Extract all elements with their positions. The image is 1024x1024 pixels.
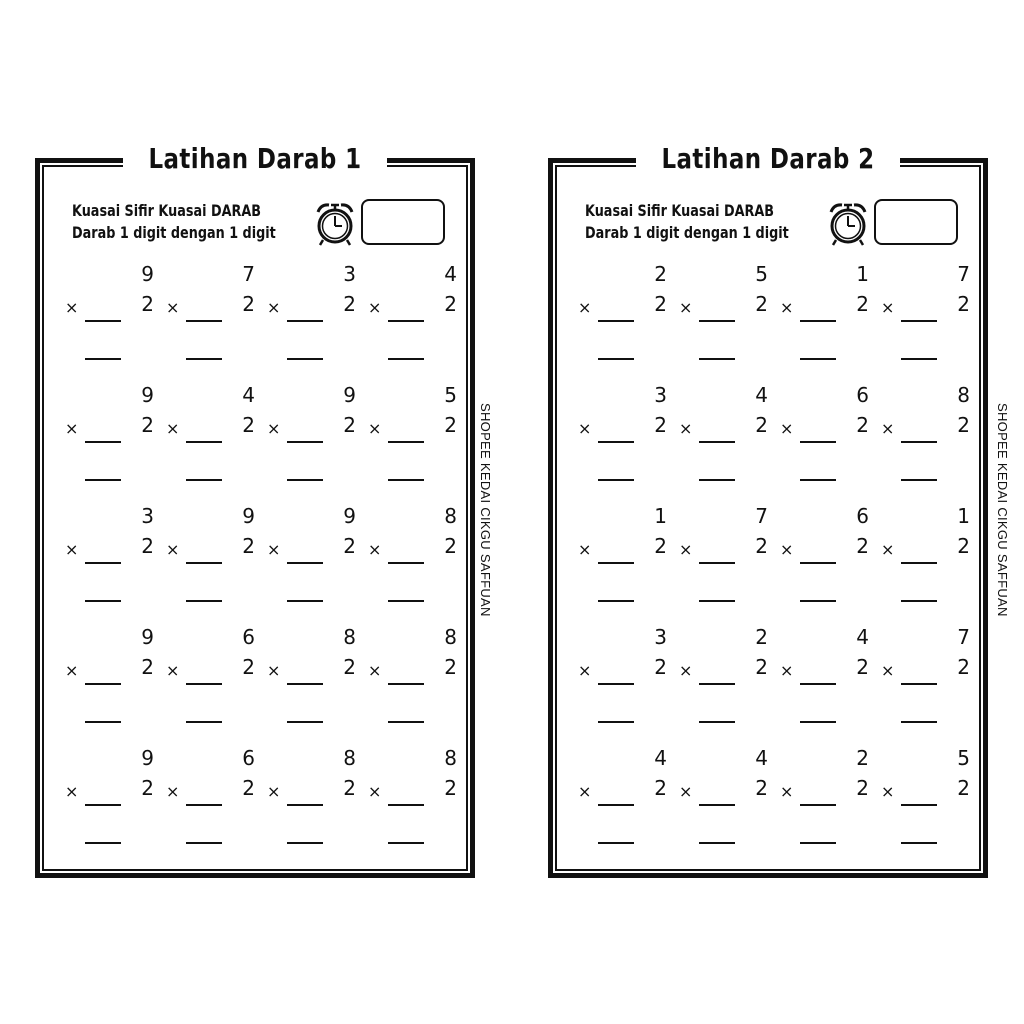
times-sign: ×: [881, 782, 895, 801]
times-sign: ×: [166, 540, 180, 559]
multiplier: 2: [957, 413, 970, 437]
operation-line: [388, 804, 424, 806]
operation-line: [901, 804, 937, 806]
multiplicand: 3: [654, 625, 667, 649]
multiplicand: 4: [856, 625, 869, 649]
times-sign: ×: [267, 782, 281, 801]
multiplier: 2: [755, 413, 768, 437]
answer-line[interactable]: [699, 358, 735, 360]
times-sign: ×: [578, 540, 592, 559]
multiplier: 2: [444, 655, 457, 679]
answer-line[interactable]: [388, 358, 424, 360]
operation-line: [85, 562, 121, 564]
multiplicand: 7: [957, 262, 970, 286]
multiplicand: 9: [242, 504, 255, 528]
times-sign: ×: [679, 419, 693, 438]
multiplicand: 1: [856, 262, 869, 286]
answer-line[interactable]: [85, 842, 121, 844]
multiplicand: 1: [957, 504, 970, 528]
multiplier: 2: [957, 655, 970, 679]
multiplier: 2: [141, 413, 154, 437]
multiplier: 2: [856, 776, 869, 800]
problem: [871, 504, 971, 604]
multiplier: 2: [444, 776, 457, 800]
problem: [669, 746, 769, 846]
problem: [55, 746, 155, 846]
multiplier: 2: [444, 534, 457, 558]
problem: [156, 625, 256, 725]
answer-line[interactable]: [388, 842, 424, 844]
problem: [358, 504, 458, 604]
multiplier: 2: [755, 655, 768, 679]
times-sign: ×: [166, 419, 180, 438]
multiplier: 2: [755, 534, 768, 558]
problem: [156, 383, 256, 483]
answer-line[interactable]: [699, 842, 735, 844]
answer-line[interactable]: [699, 600, 735, 602]
alarm-clock-icon: [824, 198, 872, 248]
problem: [669, 262, 769, 362]
multiplicand: 9: [141, 625, 154, 649]
problem: [568, 504, 668, 604]
multiplicand: 8: [444, 625, 457, 649]
times-sign: ×: [368, 661, 382, 680]
answer-line[interactable]: [699, 479, 735, 481]
problem: [55, 625, 155, 725]
multiplicand: 1: [654, 504, 667, 528]
answer-line[interactable]: [287, 842, 323, 844]
problem: [568, 383, 668, 483]
multiplier: 2: [856, 655, 869, 679]
multiplier: 2: [343, 413, 356, 437]
problem: [871, 262, 971, 362]
multiplicand: 9: [343, 383, 356, 407]
multiplicand: 2: [755, 625, 768, 649]
problem: [55, 262, 155, 362]
times-sign: ×: [267, 419, 281, 438]
problem: [55, 383, 155, 483]
times-sign: ×: [65, 782, 79, 801]
multiplicand: 6: [242, 625, 255, 649]
problem: [55, 504, 155, 604]
multiplier: 2: [444, 413, 457, 437]
multiplicand: 2: [654, 262, 667, 286]
multiplicand: 8: [444, 504, 457, 528]
multiplicand: 3: [654, 383, 667, 407]
multiplicand: 5: [957, 746, 970, 770]
multiplicand: 7: [242, 262, 255, 286]
answer-line[interactable]: [598, 600, 634, 602]
times-sign: ×: [780, 661, 794, 680]
answer-line[interactable]: [598, 721, 634, 723]
multiplicand: 6: [856, 504, 869, 528]
operation-line: [699, 562, 735, 564]
multiplicand: 5: [755, 262, 768, 286]
subtitle: [72, 200, 276, 244]
operation-line: [287, 683, 323, 685]
problem: [568, 625, 668, 725]
multiplier: 2: [242, 534, 255, 558]
problem: [770, 625, 870, 725]
problem: [770, 504, 870, 604]
operation-line: [388, 683, 424, 685]
multiplier: 2: [141, 655, 154, 679]
times-sign: ×: [679, 782, 693, 801]
operation-line: [598, 683, 634, 685]
operation-line: [800, 562, 836, 564]
problem: [257, 746, 357, 846]
answer-line[interactable]: [901, 721, 937, 723]
multiplicand: 4: [755, 383, 768, 407]
problem: [871, 625, 971, 725]
answer-line[interactable]: [388, 600, 424, 602]
times-sign: ×: [65, 540, 79, 559]
answer-line[interactable]: [901, 600, 937, 602]
answer-line[interactable]: [901, 358, 937, 360]
times-sign: ×: [267, 540, 281, 559]
operation-line: [388, 562, 424, 564]
answer-line[interactable]: [186, 479, 222, 481]
subtitle: [585, 200, 789, 244]
answer-line[interactable]: [85, 600, 121, 602]
times-sign: ×: [65, 661, 79, 680]
multiplier: 2: [141, 776, 154, 800]
multiplicand: 3: [343, 262, 356, 286]
operation-line: [699, 804, 735, 806]
times-sign: ×: [166, 661, 180, 680]
operation-line: [800, 320, 836, 322]
multiplier: 2: [654, 655, 667, 679]
problem: [156, 504, 256, 604]
problem: [568, 262, 668, 362]
multiplier: 2: [242, 655, 255, 679]
multiplicand: 9: [141, 383, 154, 407]
operation-line: [901, 441, 937, 443]
multiplier: 2: [755, 776, 768, 800]
multiplicand: 2: [856, 746, 869, 770]
times-sign: ×: [65, 298, 79, 317]
answer-line[interactable]: [186, 600, 222, 602]
operation-line: [186, 320, 222, 322]
times-sign: ×: [780, 298, 794, 317]
operation-line: [287, 562, 323, 564]
times-sign: ×: [578, 419, 592, 438]
times-sign: ×: [679, 298, 693, 317]
multiplicand: 4: [755, 746, 768, 770]
multiplier: 2: [957, 292, 970, 316]
times-sign: ×: [368, 782, 382, 801]
operation-line: [85, 441, 121, 443]
multiplier: 2: [343, 292, 356, 316]
answer-line[interactable]: [901, 479, 937, 481]
operation-line: [800, 441, 836, 443]
multiplier: 2: [957, 776, 970, 800]
times-sign: ×: [679, 661, 693, 680]
operation-line: [287, 804, 323, 806]
multiplier: 2: [856, 534, 869, 558]
answer-line[interactable]: [287, 600, 323, 602]
worksheet-title: Latihan Darab 1: [148, 142, 362, 175]
times-sign: ×: [267, 298, 281, 317]
multiplicand: 7: [957, 625, 970, 649]
problem: [156, 262, 256, 362]
times-sign: ×: [679, 540, 693, 559]
multiplicand: 7: [755, 504, 768, 528]
worksheet-title: Latihan Darab 2: [661, 142, 875, 175]
problem: [770, 262, 870, 362]
problem: [257, 383, 357, 483]
operation-line: [901, 562, 937, 564]
answer-line[interactable]: [598, 842, 634, 844]
multiplicand: 9: [141, 262, 154, 286]
problem: [770, 746, 870, 846]
multiplier: 2: [242, 776, 255, 800]
operation-line: [85, 683, 121, 685]
operation-line: [598, 320, 634, 322]
problem: [156, 746, 256, 846]
multiplicand: 8: [343, 746, 356, 770]
multiplicand: 5: [444, 383, 457, 407]
operation-line: [186, 804, 222, 806]
alarm-clock-icon: [311, 198, 359, 248]
answer-line[interactable]: [800, 721, 836, 723]
multiplier: 2: [755, 292, 768, 316]
multiplier: 2: [242, 413, 255, 437]
multiplier: 2: [343, 776, 356, 800]
multiplier: 2: [856, 292, 869, 316]
times-sign: ×: [368, 540, 382, 559]
multiplier: 2: [957, 534, 970, 558]
operation-line: [186, 683, 222, 685]
answer-line[interactable]: [388, 479, 424, 481]
times-sign: ×: [368, 298, 382, 317]
multiplier: 2: [343, 534, 356, 558]
answer-line[interactable]: [186, 842, 222, 844]
operation-line: [85, 320, 121, 322]
answer-line[interactable]: [699, 721, 735, 723]
multiplier: 2: [654, 292, 667, 316]
answer-line[interactable]: [598, 479, 634, 481]
multiplier: 2: [141, 534, 154, 558]
operation-line: [85, 804, 121, 806]
multiplicand: 4: [654, 746, 667, 770]
operation-line: [598, 562, 634, 564]
operation-line: [287, 320, 323, 322]
times-sign: ×: [881, 661, 895, 680]
subtitle-line-1: Kuasai Sifir Kuasai DARAB: [585, 201, 774, 220]
multiplicand: 8: [343, 625, 356, 649]
multiplier: 2: [242, 292, 255, 316]
times-sign: ×: [881, 298, 895, 317]
side-text: SHOPEE KEDAI CIKGU SAFFUAN: [995, 403, 1010, 617]
multiplicand: 6: [242, 746, 255, 770]
problem: [871, 746, 971, 846]
answer-line[interactable]: [800, 479, 836, 481]
operation-line: [598, 441, 634, 443]
multiplier: 2: [141, 292, 154, 316]
times-sign: ×: [881, 540, 895, 559]
operation-line: [699, 320, 735, 322]
multiplier: 2: [654, 776, 667, 800]
problem: [669, 625, 769, 725]
multiplicand: 8: [444, 746, 457, 770]
multiplier: 2: [343, 655, 356, 679]
problem: [669, 504, 769, 604]
time-box[interactable]: [361, 199, 445, 245]
problem: [871, 383, 971, 483]
multiplier: 2: [654, 413, 667, 437]
multiplier: 2: [654, 534, 667, 558]
operation-line: [388, 320, 424, 322]
times-sign: ×: [65, 419, 79, 438]
problem: [358, 746, 458, 846]
times-sign: ×: [166, 782, 180, 801]
multiplicand: 3: [141, 504, 154, 528]
subtitle-line-2: Darab 1 digit dengan 1 digit: [585, 223, 789, 242]
multiplicand: 9: [141, 746, 154, 770]
operation-line: [901, 683, 937, 685]
times-sign: ×: [881, 419, 895, 438]
problem: [669, 383, 769, 483]
operation-line: [800, 683, 836, 685]
answer-line[interactable]: [287, 721, 323, 723]
worksheet-1: [35, 142, 493, 878]
times-sign: ×: [578, 298, 592, 317]
answer-line[interactable]: [901, 842, 937, 844]
problem: [358, 262, 458, 362]
times-sign: ×: [578, 661, 592, 680]
problem: [358, 383, 458, 483]
answer-line[interactable]: [800, 600, 836, 602]
answer-line[interactable]: [598, 358, 634, 360]
answer-line[interactable]: [186, 721, 222, 723]
answer-line[interactable]: [287, 479, 323, 481]
problem: [257, 262, 357, 362]
multiplicand: 6: [856, 383, 869, 407]
times-sign: ×: [780, 540, 794, 559]
times-sign: ×: [578, 782, 592, 801]
operation-line: [699, 441, 735, 443]
operation-line: [699, 683, 735, 685]
multiplicand: 4: [242, 383, 255, 407]
time-box[interactable]: [874, 199, 958, 245]
times-sign: ×: [368, 419, 382, 438]
multiplier: 2: [444, 292, 457, 316]
operation-line: [800, 804, 836, 806]
multiplicand: 8: [957, 383, 970, 407]
answer-line[interactable]: [388, 721, 424, 723]
multiplicand: 4: [444, 262, 457, 286]
times-sign: ×: [780, 419, 794, 438]
multiplicand: 9: [343, 504, 356, 528]
answer-line[interactable]: [800, 842, 836, 844]
operation-line: [901, 320, 937, 322]
side-text: SHOPEE KEDAI CIKGU SAFFUAN: [478, 403, 493, 617]
answer-line[interactable]: [85, 721, 121, 723]
answer-line[interactable]: [186, 358, 222, 360]
times-sign: ×: [267, 661, 281, 680]
times-sign: ×: [166, 298, 180, 317]
problem: [257, 504, 357, 604]
operation-line: [287, 441, 323, 443]
answer-line[interactable]: [85, 358, 121, 360]
operation-line: [186, 562, 222, 564]
problem: [568, 746, 668, 846]
multiplier: 2: [856, 413, 869, 437]
worksheet-2: [548, 142, 1010, 878]
subtitle-line-1: Kuasai Sifir Kuasai DARAB: [72, 201, 261, 220]
problem: [770, 383, 870, 483]
problem: [358, 625, 458, 725]
answer-line[interactable]: [287, 358, 323, 360]
answer-line[interactable]: [800, 358, 836, 360]
operation-line: [186, 441, 222, 443]
times-sign: ×: [780, 782, 794, 801]
operation-line: [388, 441, 424, 443]
problem: [257, 625, 357, 725]
subtitle-line-2: Darab 1 digit dengan 1 digit: [72, 223, 276, 242]
operation-line: [598, 804, 634, 806]
answer-line[interactable]: [85, 479, 121, 481]
